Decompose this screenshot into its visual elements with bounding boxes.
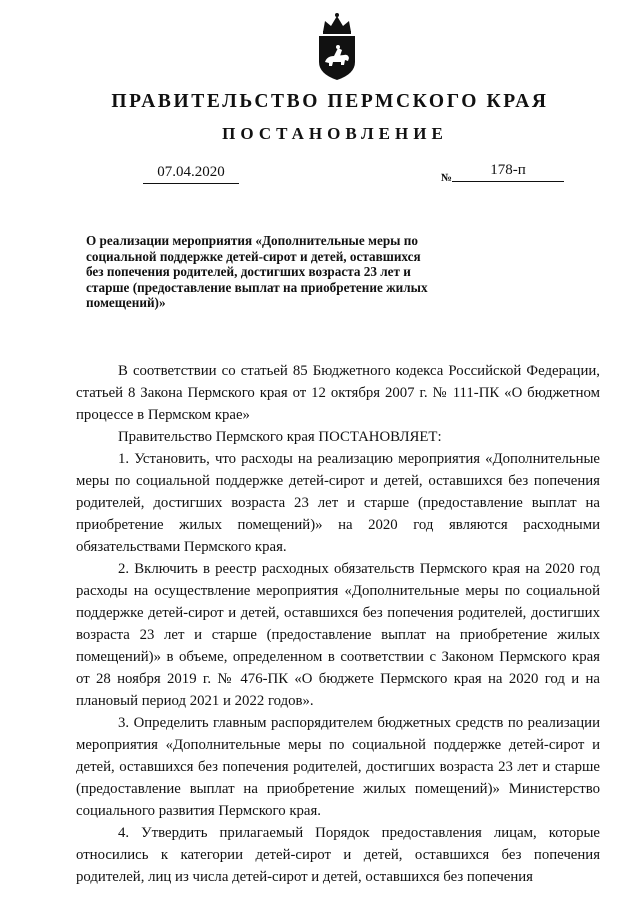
item-1-paragraph: 1. Установить, что расходы на реализацию мероприятия «Дополнительные меры по социальной поддержке детей-сирот и детей, оставшихся без попечения родителей, достигших возраста 23 лет и старше (предоставление выплат на приобретение жилых помещений)» на 2020 год являются расходными обязательствами Пермского края. (76, 451, 600, 555)
preamble-paragraph: В соответствии со статьей 85 Бюджетного кодекса Российской Федерации, статьей 8 Закона Пермского края от 12 октября 2007 г. № 111-ПК «О бюджетном процессе в Пермском крае» (76, 363, 600, 423)
item-2-paragraph: 2. Включить в реестр расходных обязательств Пермского края на 2020 год расходы на осуществление мероприятия «Дополнительные меры по социальной поддержке детей-сирот и детей, оставшихся без попечения родителей, достигших возраста 23 лет и старше (предоставление выплат на приобретение жилых помещений)» в объеме, определенном в соответствии с Законом Пермского края от 28 ноября 2019 г. № 476-ПК «О бюджете Пермского края на 2020 год и на плановый период 2021 и 2022 годов». (76, 561, 600, 709)
document-date: 07.04.2020 (143, 164, 239, 184)
government-title: ПРАВИТЕЛЬСТВО ПЕРМСКОГО КРАЯ (111, 91, 549, 112)
item-3-paragraph: 3. Определить главным распорядителем бюджетных средств по реализации мероприятия «Дополнительные меры по социальной поддержке детей-сирот и детей, оставшихся без попечения родителей, достигших возраста 23 лет и старше (предоставление выплат на приобретение жилых помещений)» Министерство социального развития Пермского края. (76, 715, 600, 819)
item-4-paragraph: 4. Утвердить прилагаемый Порядок предоставления лицам, которые относились к категории детей-сирот и детей, оставшихся без попечения родителей, лиц из числа детей-сирот и детей, оставшихся без попечения (76, 825, 600, 885)
number-sign: № (441, 172, 453, 184)
document-type: ПОСТАНОВЛЕНИЕ (222, 124, 448, 143)
perm-krai-coat-of-arms-icon (314, 12, 360, 82)
decree-paragraph: Правительство Пермского края ПОСТАНОВЛЯЕТ: (118, 429, 442, 445)
document-body (76, 360, 600, 888)
document-number: 178-п (452, 162, 564, 182)
document-subject: О реализации мероприятия «Дополнительные меры по социальной поддержке детей-сирот и детей, оставшихся без попечения родителей, достигших возраста 23 лет и старше (предоставление выплат на приобретение жилых помещений)» (86, 233, 428, 310)
